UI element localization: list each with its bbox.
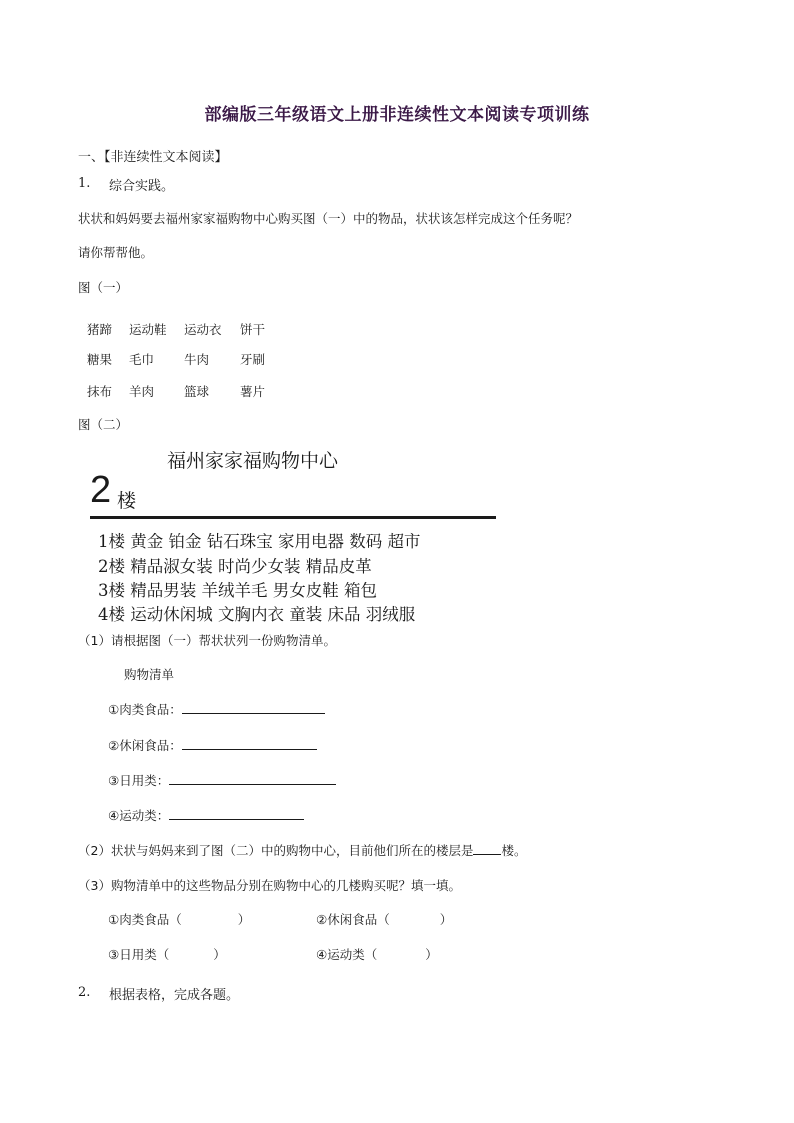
item-cell: 羊肉 [129,384,155,399]
question-1-heading: 综合实践。 [109,179,175,194]
item-cell: 运动鞋 [129,322,167,337]
directory-row: 3楼 精品男装 羊绒羊毛 男女皮鞋 箱包 [98,581,377,600]
item-cell: 糖果 [87,352,113,367]
answer-line[interactable] [169,771,336,785]
directory-row: 2楼 精品淑女装 时尚少女装 精品皮革 [98,557,372,576]
list-item-label: ④运动类： [108,808,170,823]
fill-sports: ④运动类（ ） [316,947,438,962]
fill-snacks: ②休闲食品（ ） [316,912,453,927]
figure-2-label: 图（二） [78,417,129,432]
list-item-label: ③日用类： [108,773,170,788]
question-number-2: 2. [78,985,91,1000]
subquestion-3: （3）购物清单中的这些物品分别在购物中心的几楼购买呢？填一填。 [78,878,461,893]
answer-line[interactable] [182,736,317,750]
question-2-heading: 根据表格，完成各题。 [109,988,240,1003]
question-number-1: 1. [78,176,91,191]
current-floor-number: 2 [90,469,112,511]
figure-1-label: 图（一） [78,280,129,295]
fill-daily: ③日用类（ ） [108,947,226,962]
section-heading: 一、【非连续性文本阅读】 [78,150,228,165]
list-item-label: ①肉类食品： [108,702,182,717]
item-cell: 牙刷 [240,352,266,367]
list-item-sports [108,806,304,824]
list-item-snacks [108,736,317,754]
item-cell: 薯片 [240,384,266,399]
answer-blank[interactable] [473,842,501,855]
page-title: 部编版三年级语文上册非连续性文本阅读专项训练 [204,105,590,125]
item-cell: 饼干 [240,322,266,337]
item-cell: 运动衣 [184,322,222,337]
item-cell: 牛肉 [184,352,210,367]
list-item-daily [108,771,336,789]
subquestion-1: （1）请根据图（一）帮状状列一份购物清单。 [78,633,336,648]
item-cell: 抹布 [87,384,113,399]
directory-row: 4楼 运动休闲城 文胸内衣 童装 床品 羽绒服 [98,605,416,624]
fill-meat: ①肉类食品（ ） [108,912,251,927]
shopping-list-title: 购物清单 [124,667,175,682]
directory-row: 1楼 黄金 铂金 钻石珠宝 家用电器 数码 超市 [98,532,421,551]
answer-line[interactable] [169,806,304,820]
item-cell: 毛巾 [129,352,155,367]
answer-line[interactable] [182,700,325,714]
store-name: 福州家家福购物中心 [167,450,339,472]
floor-divider [90,516,496,519]
list-item-label: ②休闲食品： [108,738,182,753]
list-item-meat [108,700,325,718]
item-cell: 猪蹄 [87,322,113,337]
item-cell: 篮球 [184,384,210,399]
question-1-intro-line2: 请你帮帮他。 [78,245,154,260]
subquestion-2: （2）状状与妈妈来到了图（二）中的购物中心，目前他们所在的楼层是 楼。 [78,843,527,858]
current-floor-char: 楼 [117,490,137,512]
question-1-intro-line1: 状状和妈妈要去福州家家福购物中心购买图（一）中的物品，状状该怎样完成这个任务呢？ [78,211,579,226]
